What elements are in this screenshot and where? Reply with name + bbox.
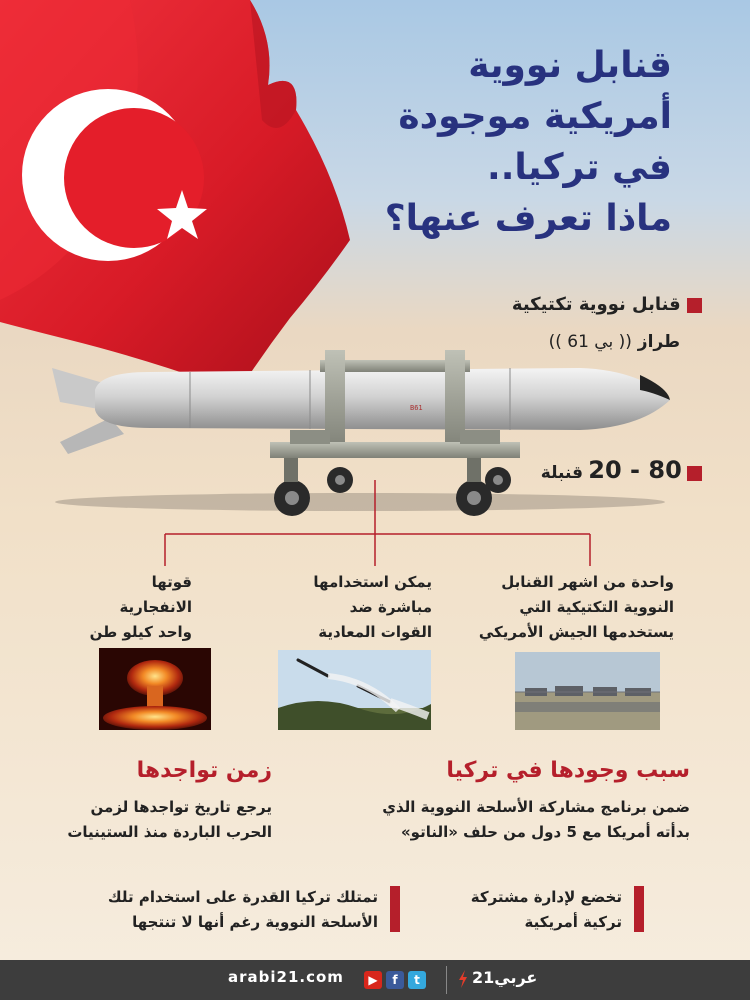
fact-column-2 — [282, 570, 432, 645]
brand-logo-icon — [458, 970, 468, 988]
bomb-model-value: (( بي 61 )) — [548, 332, 632, 352]
twitter-icon[interactable]: t — [408, 971, 426, 989]
reason-line-2: بدأته أمريكا مع 5 دول من حلف «الناتو» — [400, 823, 690, 841]
youtube-icon[interactable]: ▶ — [364, 971, 382, 989]
bomb-type-label: قنابل نووية تكتيكية — [511, 294, 681, 315]
fact-column-3 — [62, 570, 192, 645]
fact-1-line-1: واحدة من اشهر القنابل — [501, 573, 674, 591]
era-line-1: يرجع تاريخ تواجدها لزمن — [90, 798, 272, 816]
reason-heading: سبب وجودها في تركيا — [446, 758, 690, 783]
note-1 — [471, 885, 622, 935]
bomb-type-row — [512, 292, 702, 317]
title-line-3: في تركيا.. — [487, 147, 672, 188]
era-text — [67, 795, 272, 845]
note-2-bar — [390, 886, 400, 932]
footer — [0, 960, 750, 1000]
reason-text — [382, 795, 690, 845]
fact-column-1 — [459, 570, 674, 645]
fact-3-line-3: واحد كيلو طن — [89, 623, 192, 641]
site-url[interactable]: arabi21.com — [228, 968, 344, 986]
bomb-model-label: طراز — [637, 332, 680, 352]
era-heading: زمن تواجدها — [136, 758, 272, 783]
title-line-2: أمريكية موجودة — [398, 96, 672, 137]
note-2-line-2: الأسلحة النووية رغم أنها لا تنتجها — [132, 913, 378, 931]
fact-2-line-3: القوات المعادية — [318, 623, 432, 641]
facebook-icon[interactable]: f — [386, 971, 404, 989]
note-1-bar — [634, 886, 644, 932]
era-line-2: الحرب الباردة منذ الستينيات — [67, 823, 272, 841]
fact-1-line-3: يستخدمها الجيش الأمريكي — [478, 623, 674, 641]
note-1-line-2: تركية أمريكية — [524, 913, 622, 931]
bomb-marking: B61 — [410, 404, 423, 412]
fact-3-line-2: الانفجارية — [119, 598, 192, 616]
brand-name[interactable]: عربي21 — [472, 968, 538, 987]
note-2-line-1: تمتلك تركيا القدرة على استخدام تلك — [107, 888, 378, 906]
airbase-photo — [515, 652, 660, 730]
connector-lines — [0, 478, 750, 568]
note-2 — [108, 885, 378, 935]
bomb-count-unit: قنبلة — [540, 463, 584, 483]
reason-line-1: ضمن برنامج مشاركة الأسلحة النووية الذي — [382, 798, 690, 816]
red-square-bullet — [687, 298, 702, 313]
explosion-photo — [99, 648, 211, 730]
title-line-4: ماذا تعرف عنها؟ — [384, 198, 672, 239]
fact-3-line-1: قوتها — [151, 573, 192, 591]
note-1-line-1: تخضع لإدارة مشتركة — [470, 888, 622, 906]
bomb-count-value: 20 - 80 — [588, 456, 682, 484]
fact-2-line-1: يمكن استخدامها — [313, 573, 432, 591]
footer-divider — [446, 966, 447, 994]
fact-2-line-2: مباشرة ضد — [349, 598, 432, 616]
bomb-model-row — [549, 330, 680, 355]
title-line-1: قنابل نووية — [468, 45, 672, 86]
missile-launch-photo — [278, 650, 431, 730]
page-title — [242, 40, 672, 244]
fact-1-line-2: النووية التكتيكية التي — [519, 598, 674, 616]
